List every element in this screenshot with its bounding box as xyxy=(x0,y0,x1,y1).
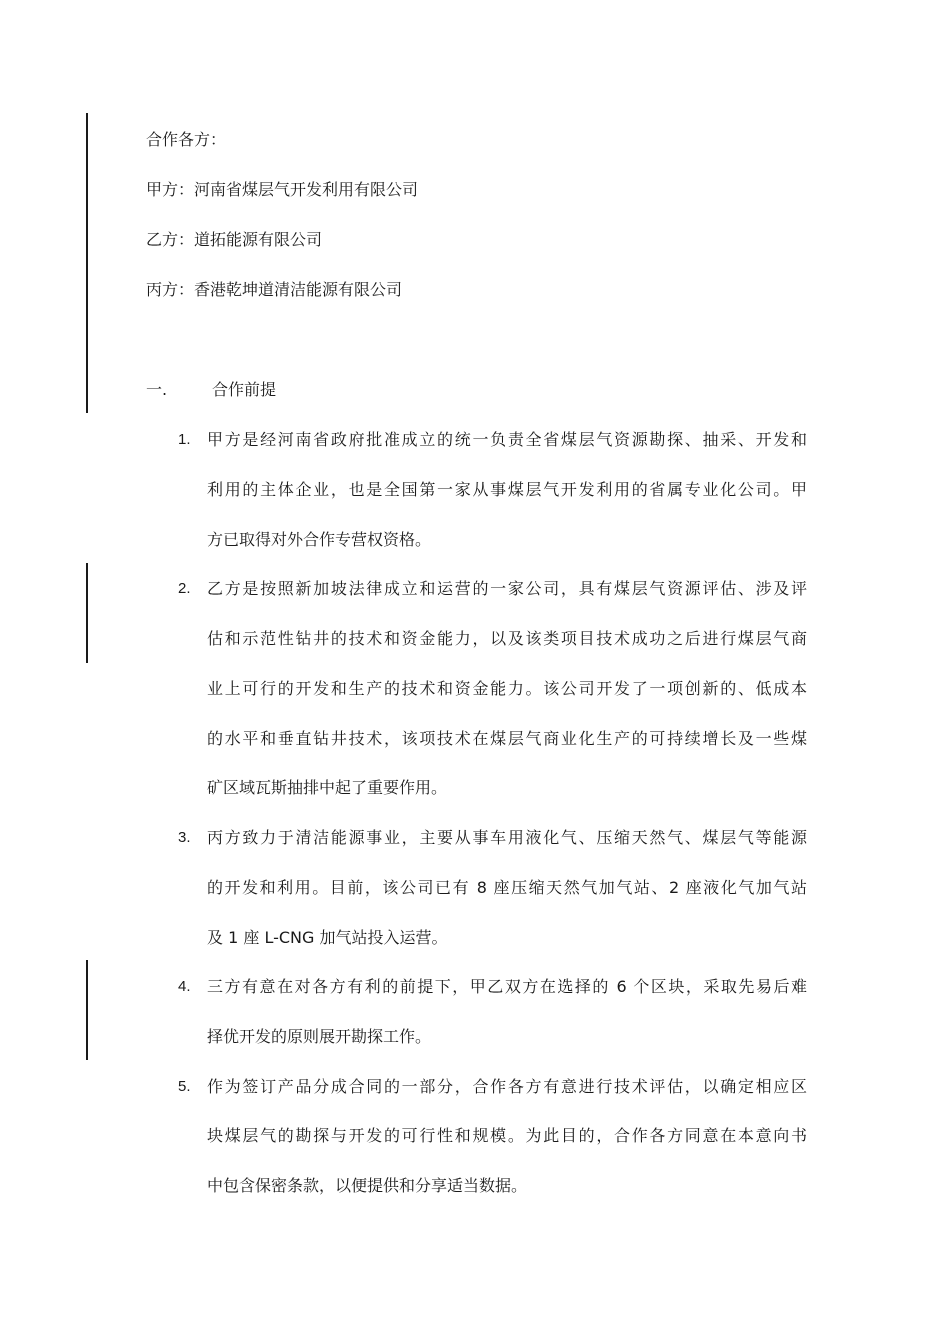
item-number: 4. xyxy=(178,978,191,995)
item-text-line: 块煤层气的勘探与开发的可行性和规模。为此目的，合作各方同意在本意向书 xyxy=(207,1126,807,1145)
item-text-line: 中包含保密条款，以便提供和分享适当数据。 xyxy=(207,1176,528,1195)
item-text-line: 方已取得对外合作专营权资格。 xyxy=(207,530,432,549)
party-c: 丙方：香港乾坤道清洁能源有限公司 xyxy=(146,280,403,299)
item-text-line: 业上可行的开发和生产的技术和资金能力。该公司开发了一项创新的、低成本 xyxy=(207,679,807,698)
item-text-line: 甲方是经河南省政府批准成立的统一负责全省煤层气资源勘探、抽采、开发和 xyxy=(207,430,807,449)
section-title: 合作前提 xyxy=(212,380,277,399)
item-text-line: 估和示范性钻井的技术和资金能力，以及该类项目技术成功之后进行煤层气商 xyxy=(207,629,807,648)
item-number: 1. xyxy=(178,431,191,448)
party-b: 乙方：道拓能源有限公司 xyxy=(146,230,323,249)
item-text-line: 三方有意在对各方有利的前提下，甲乙双方在选择的 6 个区块，采取先易后难 xyxy=(207,977,807,996)
item-text-line: 利用的主体企业，也是全国第一家从事煤层气开发利用的省属专业化公司。甲 xyxy=(207,480,807,499)
item-text-line: 及 1 座 L-CNG 加气站投入运营。 xyxy=(207,928,448,947)
item-number: 2. xyxy=(178,580,191,597)
item-text-line: 的水平和垂直钻井技术，该项技术在煤层气商业化生产的可持续增长及一些煤 xyxy=(207,729,807,748)
item-text-line: 的开发和利用。目前，该公司已有 8 座压缩天然气加气站、2 座液化气加气站 xyxy=(207,878,807,897)
party-a: 甲方：河南省煤层气开发利用有限公司 xyxy=(146,180,419,199)
parties-heading: 合作各方： xyxy=(146,130,227,149)
item-number: 3. xyxy=(178,829,191,846)
section-number: 一. xyxy=(146,380,168,399)
item-text-line: 丙方致力于清洁能源事业，主要从事车用液化气、压缩天然气、煤层气等能源 xyxy=(207,828,807,847)
item-number: 5. xyxy=(178,1078,191,1095)
revision-change-bar xyxy=(86,960,88,1060)
revision-change-bar xyxy=(86,113,88,413)
item-text-line: 矿区域瓦斯抽排中起了重要作用。 xyxy=(207,778,448,797)
item-text-line: 择优开发的原则展开勘探工作。 xyxy=(207,1027,432,1046)
item-text-line: 作为签订产品分成合同的一部分，合作各方有意进行技术评估，以确定相应区 xyxy=(207,1077,807,1096)
revision-change-bar xyxy=(86,563,88,663)
item-text-line: 乙方是按照新加坡法律成立和运营的一家公司，具有煤层气资源评估、涉及评 xyxy=(207,579,807,598)
